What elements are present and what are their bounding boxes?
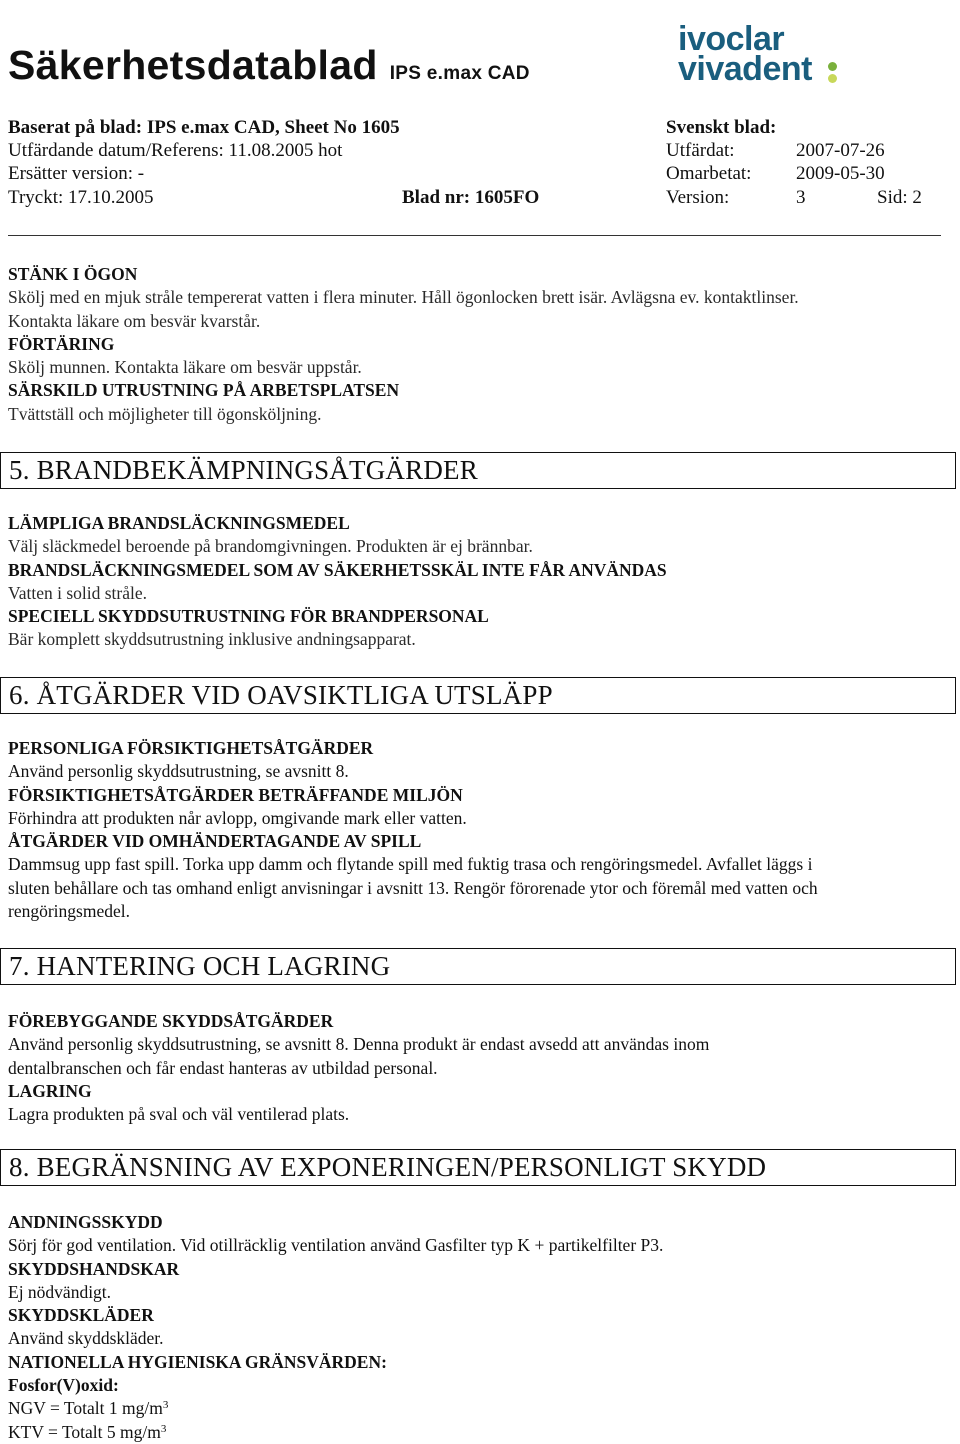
personal-precautions-heading: PERSONLIGA FÖRSIKTIGHETSÅTGÄRDER <box>8 738 374 758</box>
ktv-limit <box>8 1421 953 1444</box>
unsuitable-extinguishing-text: Vatten i solid stråle. <box>8 582 148 603</box>
spill-cleanup-text-3: rengöringsmedel. <box>8 901 130 922</box>
spill-cleanup-heading: ÅTGÄRDER VID OMHÄNDERTAGANDE AV SPILL <box>8 831 422 852</box>
protective-clothing-heading: SKYDDSKLÄDER <box>8 1305 154 1326</box>
ingestion-heading: FÖRTÄRING <box>8 333 115 354</box>
section-7-heading: 7. HANTERING OCH LAGRING <box>9 951 391 981</box>
preventive-measures-text-1: Använd personlig skyddsutrustning, se avsnitt 8. Denna produkt är endast avsedd att användas inom <box>8 1034 710 1055</box>
revised-label: Omarbetat: <box>666 163 752 184</box>
section-8-heading-box <box>0 1149 956 1186</box>
sheet-number: Blad nr: 1605FO <box>402 187 540 208</box>
workplace-equipment-text: Tvättställ och möjligheter till ögonsköljning. <box>8 403 322 424</box>
protective-clothing-text: Använd skyddskläder. <box>8 1328 164 1349</box>
spill-cleanup-text-2: sluten behållare och tas omhand enligt anvisningar i avsnitt 13. Rengör förorenade ytor och föremål med vatten och <box>8 877 818 898</box>
firefighter-equipment-heading: SPECIELL SKYDDSUTRUSTNING FÖR BRANDPERSONAL <box>8 606 489 627</box>
eye-contact-text-1: Skölj med en mjuk stråle tempererat vatten i flera minuter. Håll ögonlocken brett isär. Avlägsna ev. kontaktlinser. <box>8 287 799 308</box>
section-5-heading: 5. BRANDBEKÄMPNINGSÅTGÄRDER <box>9 455 478 485</box>
storage-text: Lagra produkten på sval och väl ventilerad plats. <box>8 1104 350 1125</box>
logo-dot-green-icon <box>828 62 837 71</box>
header-divider <box>8 235 941 236</box>
workplace-equipment-heading: SÄRSKILD UTRUSTNING PÅ ARBETSPLATSEN <box>8 380 400 401</box>
ivoclar-vivadent-logo <box>678 18 848 90</box>
logo-line-1: ivoclar <box>678 20 785 58</box>
spill-cleanup-text-1: Dammsug upp fast spill. Torka upp damm och flytande spill med fuktig trasa och rengöringsmedel. Avfallet läggs i <box>8 854 813 875</box>
personal-precautions-text: Använd personlig skyddsutrustning, se avsnitt 8. <box>8 761 349 782</box>
respiratory-protection-text: Sörj för god ventilation. Vid otillräcklig ventilation använd Gasfilter typ K + partikelfilter P3. <box>8 1235 664 1256</box>
revised-value: 2009-05-30 <box>796 163 885 184</box>
issued-value: 2007-07-26 <box>796 140 885 161</box>
ktv-exponent: 3 <box>160 1422 167 1435</box>
section-8-body <box>8 1211 953 1444</box>
ktv-limit-text: KTV = Totalt 5 mg/m <box>8 1421 161 1442</box>
suitable-extinguishing-text: Välj släckmedel beroende på brandomgivningen. Produkten är ej brännbar. <box>8 536 533 557</box>
preventive-measures-text-2: dentalbranschen och får endast hanteras av utbildad personal. <box>8 1057 438 1078</box>
respiratory-protection-heading: ANDNINGSSKYDD <box>8 1212 163 1232</box>
issue-reference: Utfärdande datum/Referens: 11.08.2005 hot <box>8 140 343 161</box>
section-6-heading: 6. ÅTGÄRDER VID OAVSIKTLIGA UTSLÄPP <box>9 680 553 710</box>
section-7-body <box>8 1010 953 1126</box>
section-5-body <box>8 512 953 652</box>
logo-line-2: vivadent <box>678 50 812 88</box>
logo-dot-lime-icon <box>828 74 837 83</box>
first-aid-continued <box>8 263 953 426</box>
unsuitable-extinguishing-heading: BRANDSLÄCKNINGSMEDEL SOM AV SÄKERHETSSKÄL INTE FÅR ANVÄNDAS <box>8 559 667 580</box>
ingestion-text: Skölj munnen. Kontakta läkare om besvär uppstår. <box>8 357 362 378</box>
eye-contact-text-2: Kontakta läkare om besvär kvarstår. <box>8 310 261 331</box>
ngv-limit <box>8 1397 953 1420</box>
preventive-measures-heading: FÖREBYGGANDE SKYDDSÅTGÄRDER <box>8 1011 334 1031</box>
section-8-heading: 8. BEGRÄNSNING AV EXPONERINGEN/PERSONLIGT SKYDD <box>9 1152 767 1182</box>
document-title-text: Säkerhetsdatablad <box>8 42 378 88</box>
section-6-heading-box <box>0 677 956 714</box>
replaces-version: Ersätter version: - <box>8 163 145 184</box>
storage-heading: LAGRING <box>8 1080 92 1101</box>
eye-contact-heading: STÄNK I ÖGON <box>8 264 138 284</box>
environmental-precautions-heading: FÖRSIKTIGHETSÅTGÄRDER BETRÄFFANDE MILJÖN <box>8 784 463 805</box>
version-label: Version: <box>666 187 730 208</box>
section-6-body <box>8 737 953 923</box>
section-7-heading-box <box>0 948 956 985</box>
environmental-precautions-text: Förhindra att produkten når avlopp, omgivande mark eller vatten. <box>8 807 467 828</box>
based-on: Baserat på blad: IPS e.max CAD, Sheet No 1605 <box>8 117 400 138</box>
document-title <box>8 42 530 89</box>
protective-gloves-heading: SKYDDSHANDSKAR <box>8 1258 180 1279</box>
version-value: 3 <box>796 187 806 208</box>
exposure-limits-heading: NATIONELLA HYGIENISKA GRÄNSVÄRDEN: <box>8 1351 387 1372</box>
product-name: IPS e.max CAD <box>389 63 530 84</box>
section-5-heading-box <box>0 452 956 489</box>
page-number: Sid: 2 <box>877 187 922 208</box>
ngv-limit-text: NGV = Totalt 1 mg/m <box>8 1398 163 1419</box>
firefighter-equipment-text: Bär komplett skyddsutrustning inklusive andningsapparat. <box>8 629 416 650</box>
swedish-sheet: Svenskt blad: <box>666 117 777 138</box>
substance-name: Fosfor(V)oxid: <box>8 1375 119 1396</box>
printed-date: Tryckt: 17.10.2005 <box>8 187 154 208</box>
issued-label: Utfärdat: <box>666 140 735 161</box>
suitable-extinguishing-heading: LÄMPLIGA BRANDSLÄCKNINGSMEDEL <box>8 513 350 533</box>
ngv-exponent: 3 <box>162 1399 169 1412</box>
protective-gloves-text: Ej nödvändigt. <box>8 1281 112 1302</box>
